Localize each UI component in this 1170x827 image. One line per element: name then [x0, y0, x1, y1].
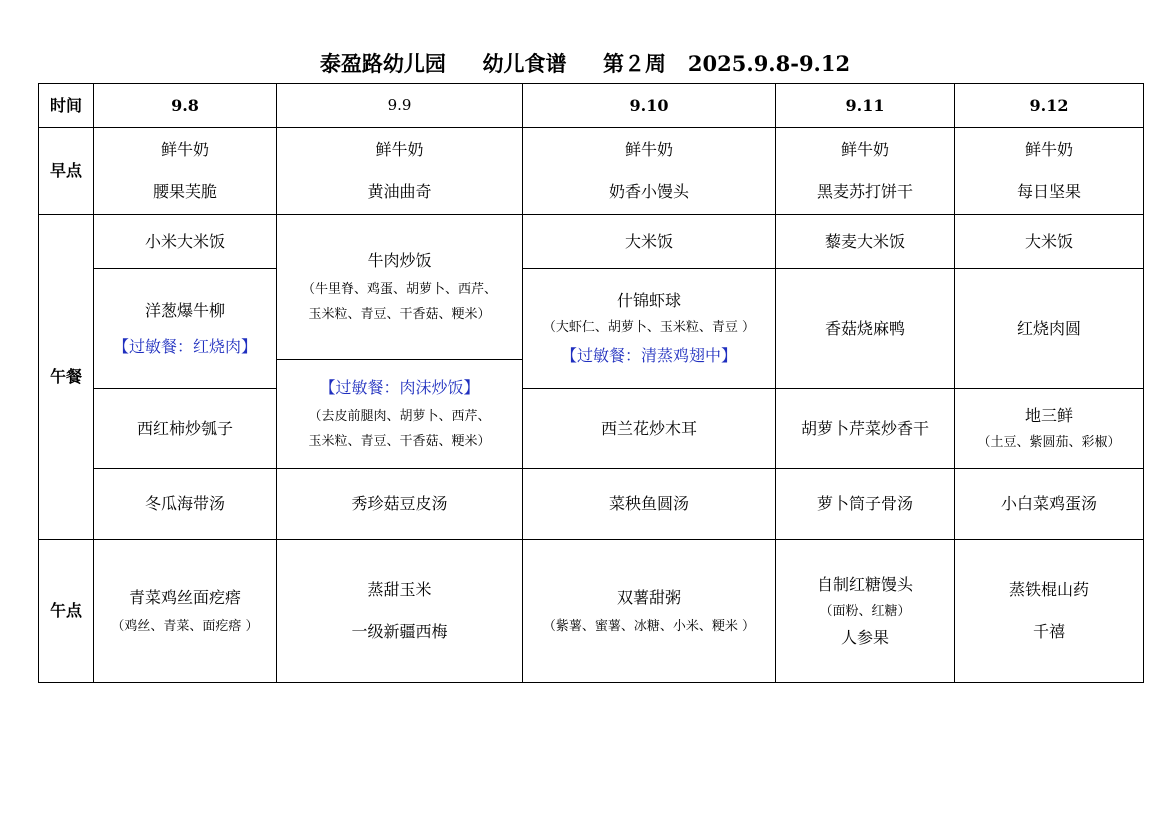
allergy-meal: 【过敏餐：红烧肉】: [112, 336, 257, 356]
dish-ingredients: （牛里脊、鸡蛋、胡萝卜、西芹、: [301, 282, 497, 297]
table-header-row: [39, 84, 1144, 128]
snack-row: [39, 540, 1144, 683]
breakfast-cell-2: [277, 128, 523, 215]
snack-cell-4: [776, 540, 955, 683]
dish-ingredients: （大虾仁、胡萝卜、玉米粒、青豆 ）: [542, 320, 756, 335]
breakfast-item: 鲜牛奶: [375, 140, 424, 159]
dish-name: 一级新疆西梅: [351, 622, 448, 641]
lunch-soup-1: 冬瓜海带汤: [94, 469, 277, 540]
lunch-main-2: [277, 215, 523, 360]
lunch-staple-4: 藜麦大米饭: [776, 215, 955, 269]
lunch-staple-3: 大米饭: [523, 215, 776, 269]
lunch-side-5: [955, 389, 1144, 469]
dish-ingredients: （鸡丝、青菜、面疙瘩 ）: [111, 618, 259, 634]
breakfast-item: 奶香小馒头: [608, 182, 689, 201]
lunch-row-1: [39, 215, 1144, 269]
row-label-breakfast: 早点: [39, 128, 94, 215]
dish-name: 洋葱爆牛柳: [144, 300, 225, 320]
breakfast-item: 鲜牛奶: [160, 140, 209, 159]
breakfast-item: 黄油曲奇: [367, 182, 432, 201]
row-label-lunch: 午餐: [39, 215, 94, 540]
dish-ingredients: （紫薯、蜜薯、冰糖、小米、粳米 ）: [542, 618, 756, 634]
dish-name: 地三鲜: [1024, 406, 1073, 425]
dish-ingredients: 玉米粒、青豆、干香菇、粳米）: [308, 307, 491, 322]
header-day-5: 9.12: [955, 84, 1144, 128]
dish-ingredients: 玉米粒、青豆、干香菇、粳米）: [308, 434, 491, 449]
lunch-soup-3: 菜秧鱼圆汤: [523, 469, 776, 540]
header-day-3: 9.10: [523, 84, 776, 128]
header-time: 时间: [39, 84, 94, 128]
dish-name: 牛肉炒饭: [367, 251, 432, 270]
lunch-row-4: [39, 389, 1144, 469]
header-day-2: 9.9: [277, 84, 523, 128]
snack-cell-5: [955, 540, 1144, 683]
dish-name: 什锦虾球: [616, 291, 681, 310]
lunch-main-5: 红烧肉圆: [955, 269, 1144, 389]
row-label-snack: 午点: [39, 540, 94, 683]
lunch-soup-4: 萝卜筒子骨汤: [776, 469, 955, 540]
lunch-row-5: [39, 469, 1144, 540]
header-day-4: 9.11: [776, 84, 955, 128]
breakfast-item: 鲜牛奶: [840, 140, 889, 159]
allergy-meal: 【过敏餐：肉沫炒饭】: [319, 378, 480, 397]
lunch-soup-2: 秀珍菇豆皮汤: [277, 469, 523, 540]
breakfast-cell-1: [94, 128, 277, 215]
snack-cell-1: [94, 540, 277, 683]
lunch-side-1: 西红柿炒瓠子: [94, 389, 277, 469]
dish-name: 青菜鸡丝面疙瘩: [128, 587, 241, 607]
dish-name: 双薯甜粥: [616, 587, 681, 607]
lunch-soup-5: 小白菜鸡蛋汤: [955, 469, 1144, 540]
lunch-row-2: [39, 269, 1144, 360]
snack-cell-3: [523, 540, 776, 683]
dish-name: 蒸铁棍山药: [1008, 580, 1089, 599]
breakfast-cell-4: [776, 128, 955, 215]
snack-cell-2: [277, 540, 523, 683]
allergy-meal: 【过敏餐：清蒸鸡翅中】: [560, 346, 737, 365]
breakfast-item: 每日坚果: [1016, 182, 1081, 201]
lunch-main-4: 香菇烧麻鸭: [776, 269, 955, 389]
dish-name: 千禧: [1032, 622, 1065, 641]
dish-name: 蒸甜玉米: [367, 580, 432, 599]
breakfast-row: [39, 128, 1144, 215]
breakfast-cell-5: [955, 128, 1144, 215]
dish-name: 自制红糖馒头: [816, 574, 913, 594]
breakfast-cell-3: [523, 128, 776, 215]
lunch-side-4: 胡萝卜芹菜炒香干: [776, 389, 955, 469]
header-day-1: 9.8: [94, 84, 277, 128]
breakfast-item: 腰果芙脆: [152, 182, 217, 201]
dish-name: 人参果: [840, 627, 889, 647]
dish-ingredients: （去皮前腿肉、胡萝卜、西芹、: [308, 409, 491, 424]
breakfast-item: 黑麦苏打饼干: [816, 182, 913, 201]
lunch-allergy-2: [277, 360, 523, 469]
dish-ingredients: （土豆、紫圆茄、彩椒）: [977, 435, 1121, 450]
page-title: 泰盈路幼儿园 幼儿食谱 第２周 2025.9.8-9.12: [319, 51, 851, 76]
menu-table: [38, 83, 1144, 683]
lunch-main-3: [523, 269, 776, 389]
dish-ingredients: （面粉、红糖）: [819, 603, 911, 619]
breakfast-item: 鲜牛奶: [1024, 140, 1073, 159]
lunch-staple-5: 大米饭: [955, 215, 1144, 269]
lunch-staple-1: 小米大米饭: [94, 215, 277, 269]
lunch-main-1: [94, 269, 277, 389]
breakfast-item: 鲜牛奶: [624, 140, 673, 159]
lunch-side-3: 西兰花炒木耳: [523, 389, 776, 469]
